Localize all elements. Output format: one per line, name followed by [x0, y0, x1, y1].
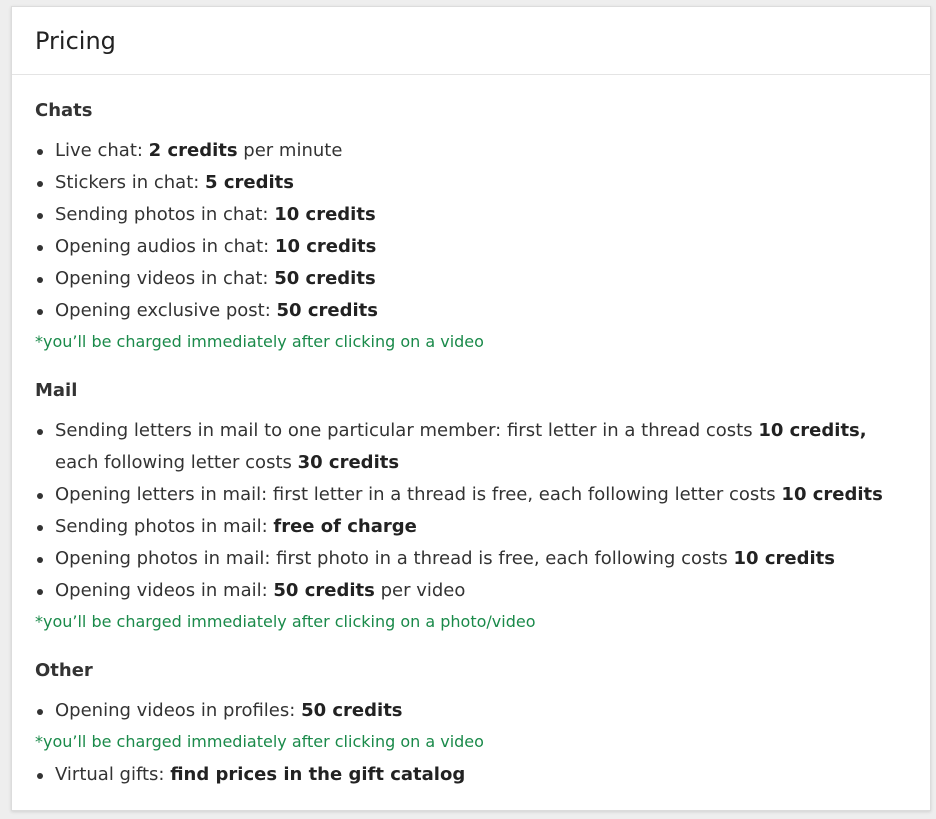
list-item [35, 415, 910, 479]
section-other [35, 659, 910, 791]
section-title-chats: Chats [35, 100, 93, 121]
bullet-icon [37, 589, 43, 595]
item-price: 50 credits [301, 700, 403, 721]
list-item [35, 543, 910, 575]
list-item [35, 511, 910, 543]
list-item [35, 167, 910, 199]
item-price: free of charge [273, 516, 417, 537]
list-item [35, 199, 910, 231]
section-chats [35, 99, 910, 353]
item-suffix: per minute [237, 140, 343, 161]
bullet-icon [37, 429, 43, 435]
item-price: 50 credits [274, 268, 376, 289]
item-price: 50 credits [273, 580, 375, 601]
charge-note: *you’ll be charged immediately after clicking on a photo/video [35, 612, 536, 631]
bullet-icon [37, 557, 43, 563]
item-price: 10 credits, [758, 420, 867, 441]
item-price: 30 credits [297, 452, 400, 473]
bullet-icon [37, 213, 43, 219]
list-item [35, 295, 910, 327]
bullet-icon [37, 309, 43, 315]
item-price: find prices in the gift catalog [170, 764, 466, 785]
other-list-extra [35, 759, 910, 791]
item-text: Opening letters in mail: first letter in a thread is free, each following letter costs [55, 484, 782, 505]
item-price: 2 credits [148, 140, 238, 161]
bullet-icon [37, 181, 43, 187]
list-item [35, 231, 910, 263]
list-item [35, 479, 910, 511]
chats-list [35, 135, 910, 327]
list-item [35, 135, 910, 167]
item-text: Opening exclusive post: [55, 300, 277, 321]
item-text: Opening videos in chat: [55, 268, 275, 289]
section-title-mail: Mail [35, 380, 78, 401]
section-mail [35, 379, 910, 633]
item-text: Opening videos in mail: [55, 580, 274, 601]
charge-note: *you’ll be charged immediately after clicking on a video [35, 332, 484, 351]
page-title: Pricing [35, 27, 116, 55]
item-text: Live chat: [55, 140, 149, 161]
card-header [12, 7, 930, 75]
charge-note: *you’ll be charged immediately after clicking on a video [35, 732, 484, 751]
item-price: 10 credits [274, 204, 376, 225]
list-item [35, 575, 910, 607]
bullet-icon [37, 525, 43, 531]
bullet-icon [37, 149, 43, 155]
item-price: 5 credits [205, 172, 294, 193]
pricing-card [11, 6, 931, 811]
item-text: Opening photos in mail: first photo in a thread is free, each following costs [55, 548, 734, 569]
item-text: Stickers in chat: [55, 172, 206, 193]
item-price: 10 credits [781, 484, 883, 505]
item-text: Opening audios in chat: [55, 236, 275, 257]
item-price: 10 credits [274, 236, 377, 257]
item-price: 50 credits [276, 300, 378, 321]
item-suffix: per video [374, 580, 466, 601]
bullet-icon [37, 277, 43, 283]
card-body [35, 99, 910, 791]
bullet-icon [37, 709, 43, 715]
mail-list [35, 415, 910, 607]
item-text: Opening videos in profiles: [55, 700, 302, 721]
item-price: 10 credits [733, 548, 835, 569]
bullet-icon [37, 773, 43, 779]
other-list [35, 695, 910, 727]
item-text: Virtual gifts: [55, 764, 171, 785]
item-text: Sending photos in mail: [55, 516, 274, 537]
list-item [35, 759, 910, 791]
list-item [35, 695, 910, 727]
list-item [35, 263, 910, 295]
section-title-other: Other [35, 660, 93, 681]
bullet-icon [37, 245, 43, 251]
item-text: Sending letters in mail to one particular member: first letter in a thread costs [55, 420, 759, 441]
bullet-icon [37, 493, 43, 499]
item-text: each following letter costs [55, 452, 298, 473]
item-text: Sending photos in chat: [55, 204, 275, 225]
